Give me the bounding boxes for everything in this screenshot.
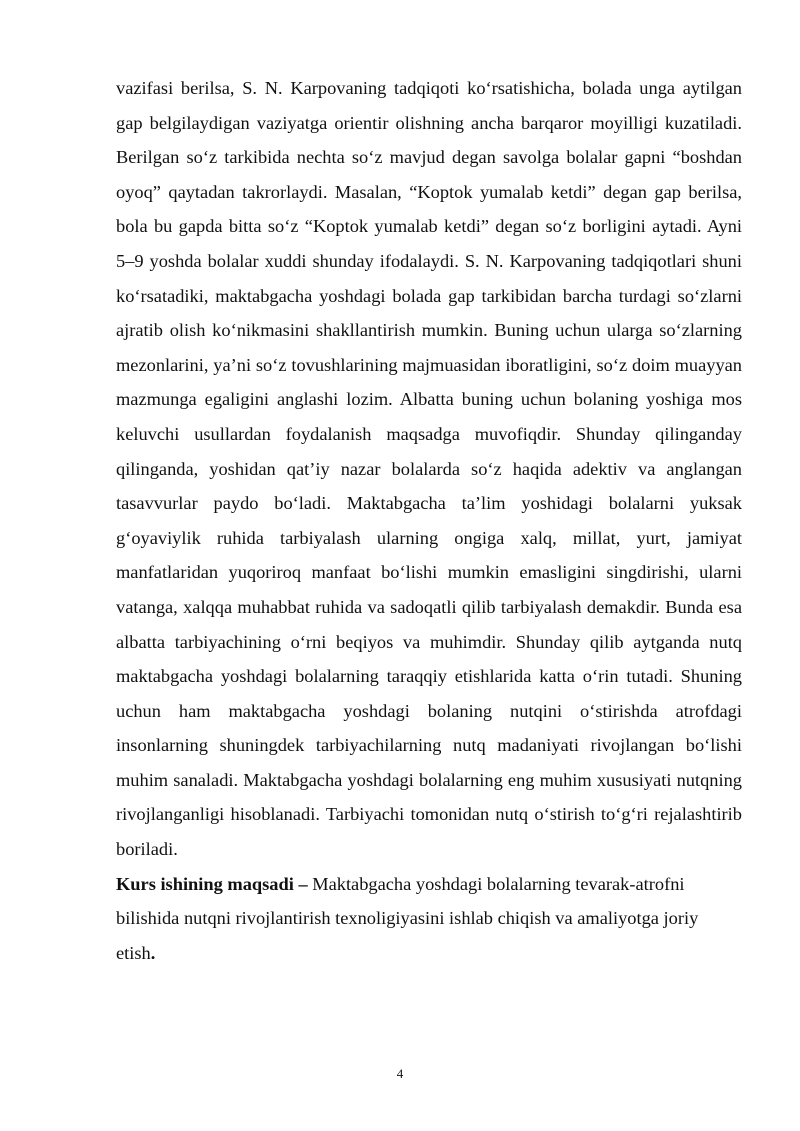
- body-paragraph: vazifasi berilsa, S. N. Karpovaning tadqiqoti ko‘rsatishicha, bolada unga aytilgan gap belgilaydigan vaziyatga orientir olishning ancha barqaror moyilligi kuzatiladi. Berilgan so‘z tarkibida nechta so‘z mavjud degan savolga bolalar gapni “boshdan oyoq” qaytadan takrorlaydi. Masalan, “Koptok yumalab ketdi” degan gap berilsa, bola bu gapda bitta so‘z “Koptok yumalab ketdi” degan so‘z borligini aytadi. Ayni 5–9 yoshda bolalar xuddi shunday ifodalaydi. S. N. Karpovaning tadqiqotlari shuni ko‘rsatadiki, maktabgacha yoshdagi bolada gap tarkibidan barcha turdagi so‘zlarni ajratib olish ko‘nikmasini shakllantirish mumkin. Buning uchun ularga so‘zlarning mezonlarini, ya’ni so‘z tovushlarining majmuasidan iboratligini, so‘z doim muayyan mazmunga egaligini anglashi lozim. Albatta buning uchun bolaning yoshiga mos keluvchi usullardan foydalanish maqsadga muvofiqdir. Shunday qilinganday qilinganda, yoshidan qat’iy nazar bolalarda so‘z haqida adektiv va anglangan tasavvurlar paydo bo‘ladi. Maktabgacha ta’lim yoshidagi bolalarni yuksak g‘oyaviylik ruhida tarbiyalash ularning ongiga xalq, millat, yurt, jamiyat manfatlaridan yuqoriroq manfaat bo‘lishi mumkin emasligini singdirishi, ularni vatanga, xalqqa muhabbat ruhida va sadoqatli qilib tarbiyalash demakdir. Bunda esa albatta tarbiyachining o‘rni beqiyos va muhimdir. Shunday qilib aytganda nutq maktabgacha yoshdagi bolalarning taraqqiy etishlarida katta o‘rin tutadi. Shuning uchun ham maktabgacha yoshdagi bolaning nutqini o‘stirishda atrofdagi insonlarning shuningdek tarbiyachilarning nutq madaniyati rivojlangan bo‘lishi muhim sanaladi. Maktabgacha yoshdagi bolalarning eng muhim xususiyati nutqning rivojlanganligi hisoblanadi. Tarbiyachi tomonidan nutq o‘stirish to‘g‘ri rejalashtirib boriladi.: [116, 78, 742, 860]
- goal-text: Maktabgacha yoshdagi bolalarning tevarak-atrofni bilishida nutqni rivojlantirish texnoligiyasini ishlab chiqish va amaliyotga joriy etish: [116, 873, 699, 963]
- page-body: [116, 71, 742, 970]
- page-number: 4: [396, 1066, 404, 1081]
- goal-label: Kurs ishining maqsadi –: [116, 873, 308, 894]
- goal-end: .: [150, 942, 156, 963]
- goal-paragraph: [116, 867, 742, 971]
